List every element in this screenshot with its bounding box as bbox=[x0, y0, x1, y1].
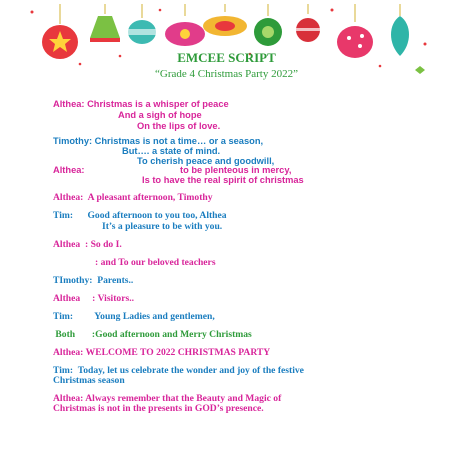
script-line: Tim: Good afternoon to you too, Althea bbox=[53, 210, 227, 221]
page-subtitle: “Grade 4 Christmas Party 2022” bbox=[155, 68, 298, 80]
script-line: TImothy: Parents.. bbox=[53, 275, 134, 286]
ornament-green-bell bbox=[90, 16, 120, 42]
script-line: Christmas season bbox=[53, 375, 125, 386]
script-line: Christmas is not in the presents in GOD’s presence. bbox=[53, 403, 264, 414]
ornament-red-round bbox=[296, 18, 320, 42]
script-line: Althea : So do I. bbox=[53, 239, 122, 250]
script-line: To cherish peace and goodwill, bbox=[137, 156, 275, 166]
christmas-ornaments-banner bbox=[20, 4, 436, 78]
ornament-teal-stripe bbox=[128, 20, 156, 44]
script-line: Is to have the real spirit of christmas bbox=[142, 175, 304, 185]
script-line: Timothy: Christmas is not a time… or a season, bbox=[53, 136, 264, 146]
ornament-gold-disc bbox=[203, 16, 247, 36]
script-line: Althea: Always remember that the Beauty and Magic of bbox=[53, 393, 282, 404]
page-title: EMCEE SCRIPT bbox=[177, 50, 276, 65]
script-line: Althea: A pleasant afternoon, Timothy bbox=[53, 192, 213, 203]
script-line: : and To our beloved teachers bbox=[95, 257, 216, 268]
script-line: On the lips of love. bbox=[137, 121, 221, 131]
ornament-pink-flower bbox=[165, 22, 205, 46]
script-line: Althea: bbox=[53, 165, 85, 175]
script-line: Tim: Young Ladies and gentlemen, bbox=[53, 311, 215, 322]
script-line: Tim: Today, let us celebrate the wonder and joy of the festive bbox=[53, 365, 304, 376]
ornament-green-swirl bbox=[254, 18, 282, 46]
script-line: And a sigh of hope bbox=[118, 110, 202, 120]
script-line: Althea : Visitors.. bbox=[53, 293, 135, 304]
script-line: Althea: Christmas is a whisper of peace bbox=[53, 99, 229, 109]
script-line: It’s a pleasure to be with you. bbox=[102, 221, 223, 232]
script-line: Both :Good afternoon and Merry Christmas bbox=[53, 329, 252, 340]
script-line: to be plenteous in mercy, bbox=[180, 165, 292, 175]
script-line: But…. a state of mind. bbox=[122, 146, 221, 156]
script-line: Althea: WELCOME TO 2022 CHRISTMAS PARTY bbox=[53, 347, 271, 358]
